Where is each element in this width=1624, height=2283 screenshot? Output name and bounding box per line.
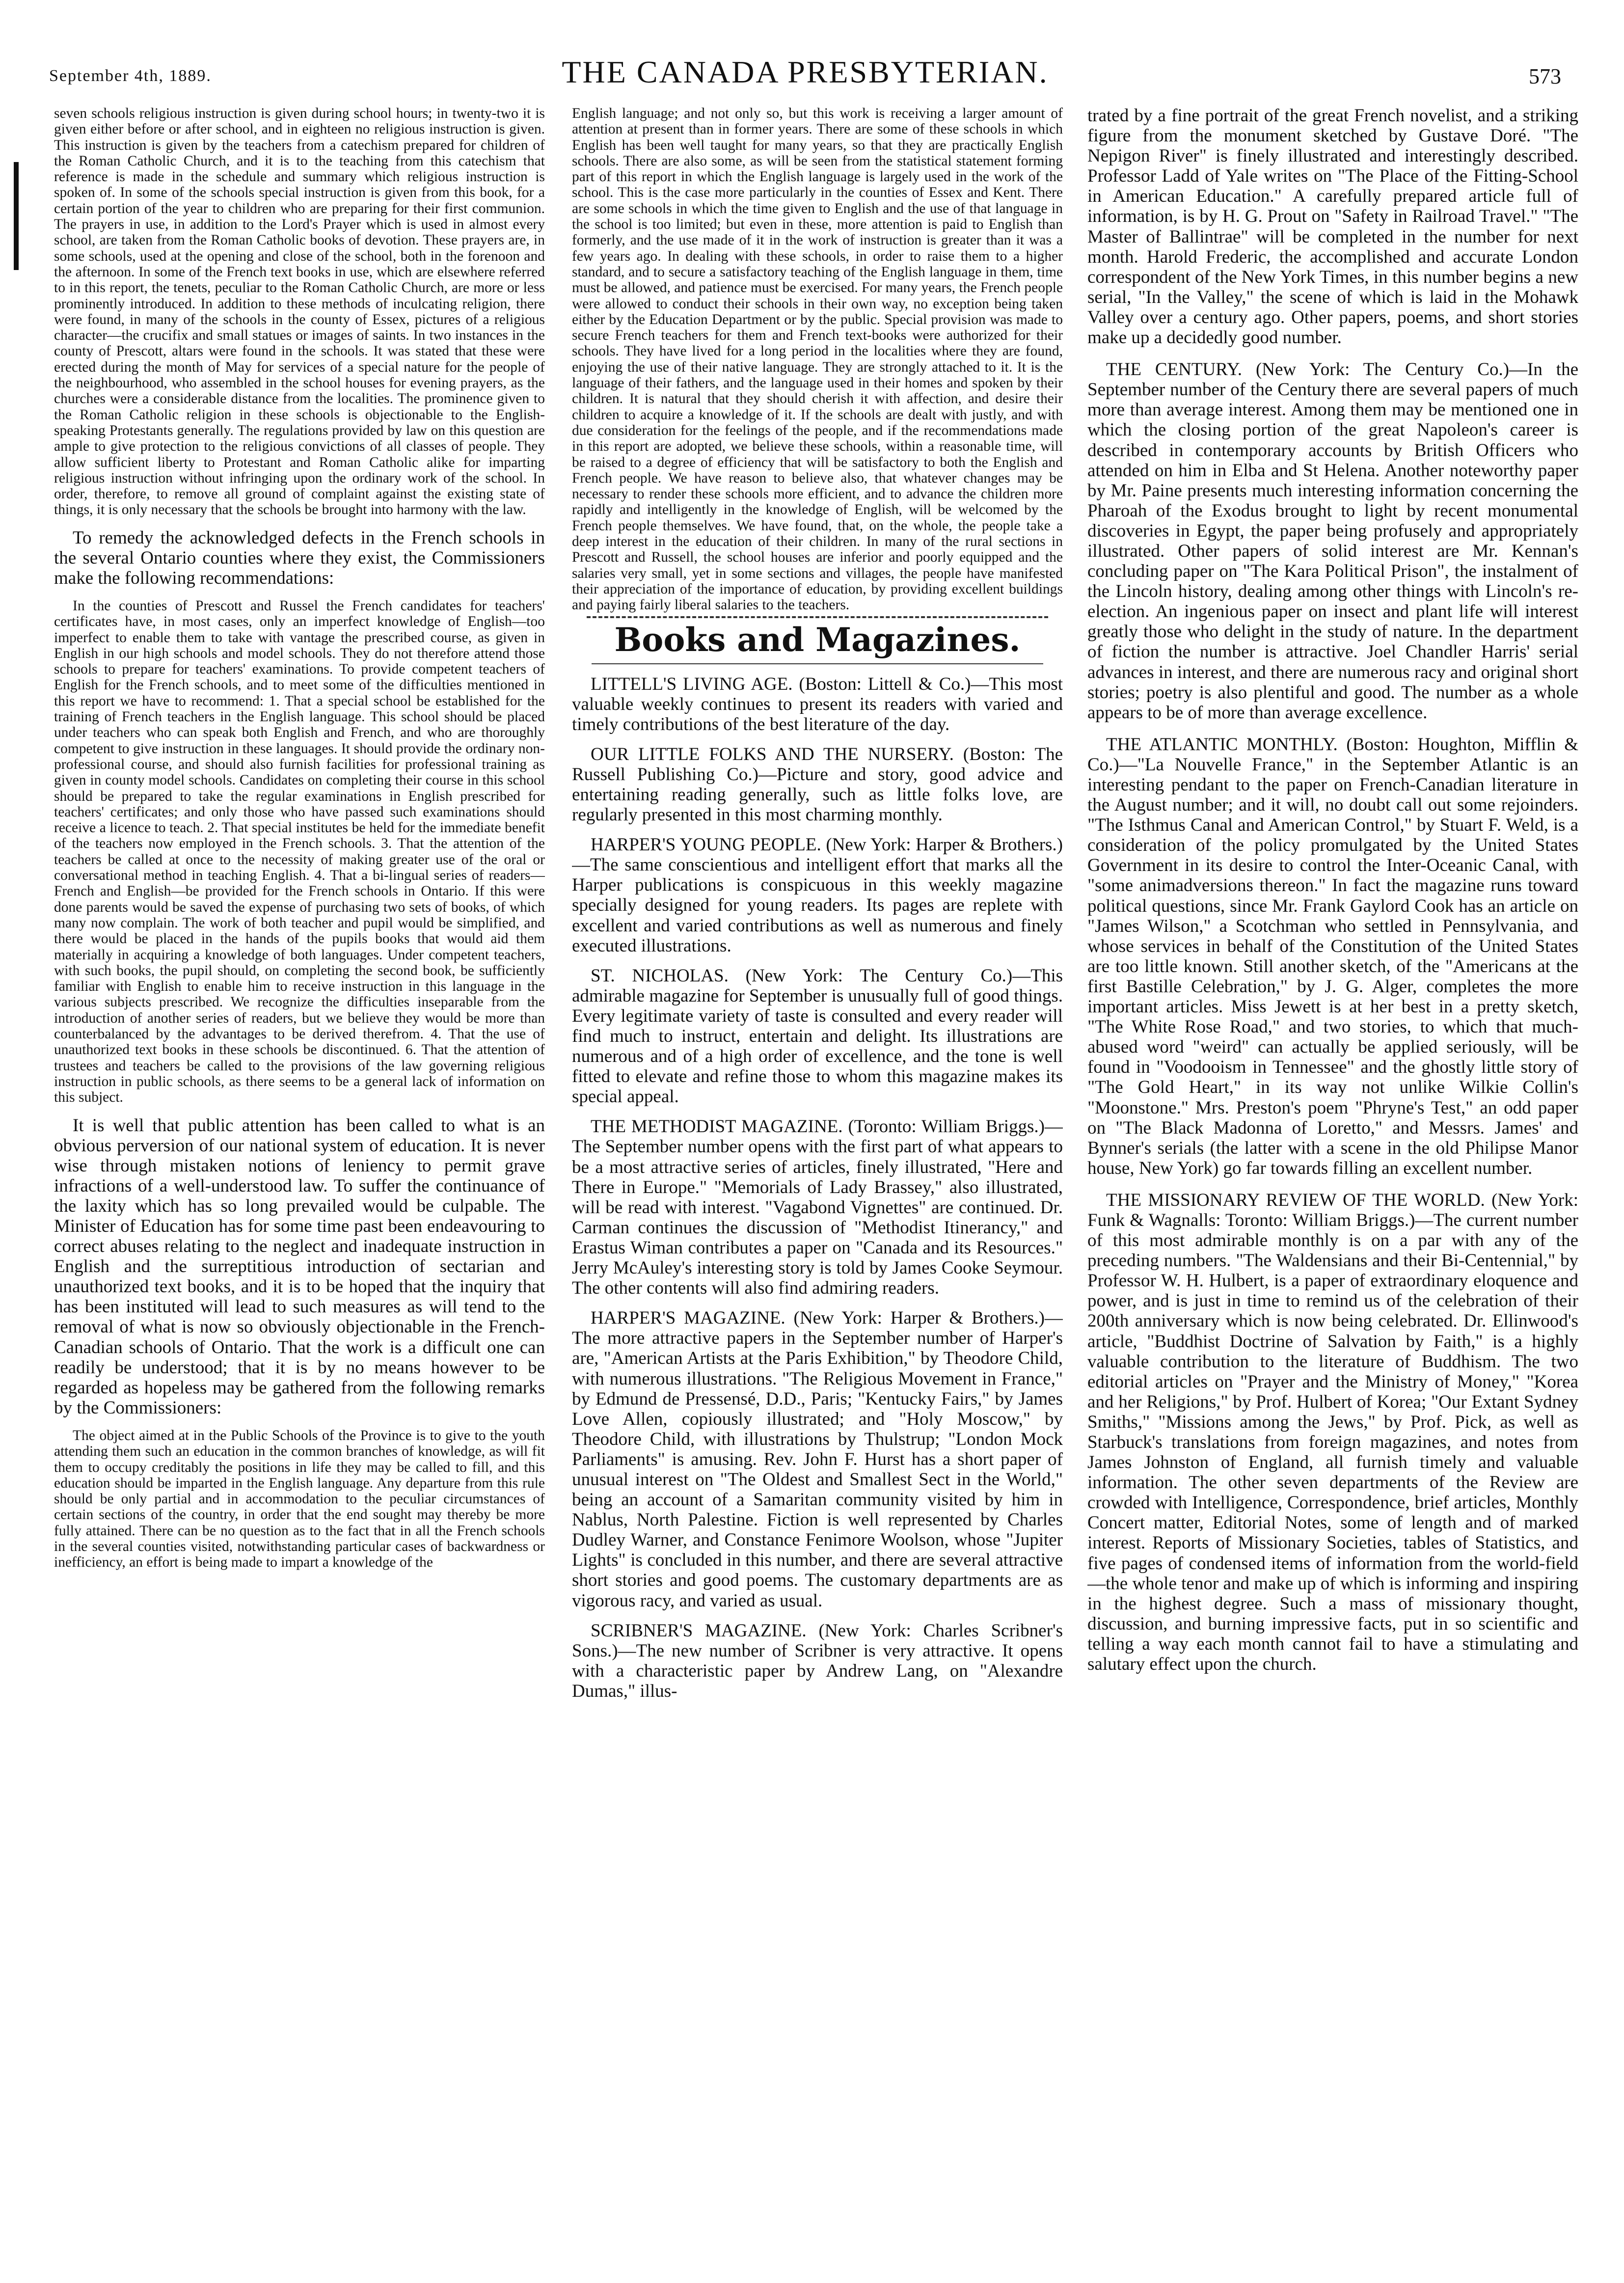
page-header: [49, 54, 1561, 93]
column-1: [54, 106, 545, 2276]
review-harpers-magazine: HARPER'S MAGAZINE. (New York: Harper & Brothers.)—The more attractive papers in the September number of Harper's are, "American Artists at the Paris Exhibition," by Theodore Child, with numerous illustrations. "The Religious Movement in France," by Edmund de Pressensé, D.D., Paris; "Kentucky Fairs," by James Love Allen, copiously illustrated; and "Holy Moscow," by Theodore Child, with illustrations by Thulstrup; "London Mock Parliaments" is amusing. Rev. John F. Hurst has a short paper of unusual interest on "The Oldest and Smallest Sect in the World," being an account of a Samaritan community visited by him in Nablus, North Palestine. Fiction is well represented by Charles Dudley Warner, and Constance Fenimore Woolson, whose "Jupiter Lights" is concluded in this number, and there are several attractive short stories and good poems. The customary departments are as vigorous racy, and varied as usual.: [572, 1308, 1063, 1611]
margin-ink-mark: [14, 162, 19, 270]
review-the-century: THE CENTURY. (New York: The Century Co.)—In the September number of the Century there are several papers of much more than average interest. Among them may be mentioned one in which the closing portion of the great Napoleon's career is described in contemporary accounts by British Officers who attended on him in Elba and St Helena. Another noteworthy paper by Mr. Paine presents much interesting information concerning the Pharoah of the Exodus brought to light by recent monumental discoveries in Egypt, the paper being profusely and appropriately illustrated. Other papers of solid interest are Mr. Kennan's concluding paper on "The Kara Political Prison", the instalment of the Lincoln history, dealing among other things with Lincoln's re-election. An ingenious paper on insect and plant life will interest greatly those who delight in the study of nature. In the department of fiction the number is attractive. Joel Chandler Harris' serial advances in interest, and there are numerous racy and original short stories; poetry is also plentiful and good. The number as a whole appears to be of more than average excellence.: [1087, 359, 1578, 723]
recommendations-list: In the counties of Prescott and Russel the French candidates for teachers' certificates have, in most cases, only an imperfect knowledge of English—too imperfect to enable them to take with vantage the prescribed course, as given in English in our high schools and model schools. They do not therefore attend those schools to prepare for teachers' examinations. To provide competent teachers of English for the French schools, and to meet some of the difficulties mentioned in this report we have to recommend: 1. That a special school be established for the training of French teachers in the English language. This school should be placed under teachers who can speak both English and French, and who are thoroughly competent to give instruction in these languages. It should provide the ordinary non-professional course, and should also furnish facilities for professional training as given in county model schools. Candidates on completing their course in this school should be prepared to take the regular examinations in English prescribed for teachers' certificates; and only those who have passed such examinations should receive a licence to teach. 2. That special institutes be held for the immediate benefit of the teachers now employed in the French schools. 3. That the attention of the teachers be called at once to the necessity of making greater use of the oral or conversational method in teaching English. 4. That a bi-lingual series of readers—French and English—be provided for the French schools in Ontario. If this were done parents would be saved the expense of purchasing two sets of books, of which many now complain. The work of both teacher and pupil would be simplified, and there would be placed in the hands of the pupils books that would aid them materially in acquiring a knowledge of both languages. Under competent teachers, with such books, the pupil should, on completing the second book, be sufficiently familiar with English to enable him to receive instruction in this language in the various subjects prescribed. We recognize the difficulties inseparable from the introduction of another series of readers, but we believe they would be more than counterbalanced by the advantages to be derived therefrom. 4. That the use of unauthorized text books in these schools be discontinued. 6. That the attention of trustees and teachers be called to the provisions of the law governing religious instruction in public schools, as there seems to be a general lack of information on this subject.: [54, 598, 545, 1106]
commission-report-excerpt: seven schools religious instruction is given during school hours; in twenty-two it is given either before or after school, and in eighteen no religious instruction is given. This instruction is given by the teachers from a catechism prepared for children of the Roman Catholic Church, and it is to the teaching from this catechism that reference is made in the schedule and summary which religious instruction is spoken of. In some of the schools special instruction is given from this book, for a certain portion of the year to children who are preparing for their first communion. The prayers in use, in addition to the Lord's Prayer which is used in almost every school, are taken from the Roman Catholic books of devotion. These prayers are, in some schools, used at the opening and close of the school, both in the forenoon and the afternoon. In some of the French text books in use, which are elsewhere referred to in this report, the tenets, peculiar to the Roman Catholic Church, are more or less prominently introduced. In addition to these methods of inculcating religion, there were found, in many of the schools in the county of Essex, pictures of a religious character—the crucifix and small statues or images of saints. In two instances in the county of Prescott, altars were found in the schools. It was stated that these were erected during the month of May for services of a special nature for the people of the neighbourhood, who assembled in the school houses for evening prayers, as the churches were a considerable distance from the localities. The prominence given to the Roman Catholic religion in these schools is objectionable to the English-speaking Protestants generally. The regulations provided by law on this question are ample to give protection to the religious convictions of all classes of people. They allow sufficient liberty to Protestant and Roman Catholic alike for imparting religious instruction without infringing upon the ordinary work of the school. In order, therefore, to remove all ground of complaint against the existing state of things, it is only necessary that the schools be brought into harmony with the law.: [54, 106, 545, 518]
section-heading-books-and-magazines: Books and Magazines.: [614, 620, 1021, 659]
recommendations-intro: To remedy the acknowledged defects in the French schools in the several Ontario counties where they exist, the Commissioners make the following recommendations:: [54, 527, 545, 588]
issue-date: September 4th, 1889.: [49, 67, 212, 85]
commissioners-remarks: The object aimed at in the Public Schools of the Province is to give to the youth attending them such an education in the common branches of knowledge, as will fit them to occupy creditably the positions in life they may be called to fill, and this education should be imparted in the English language. Any departure from this rule should be only partial and in accommodation to the peculiar circumstances of certain sections of the country, in order that the end sought may thereby be more fully attained. There can be no question as to the fact that in all the French schools in the several counties visited, notwithstanding particular cases of backwardness or inefficiency, an effort is being made to impart a knowledge of the: [54, 1427, 545, 1571]
masthead-title: THE CANADA PRESBYTERIAN.: [562, 54, 1049, 89]
review-atlantic-monthly: THE ATLANTIC MONTHLY. (Boston: Houghton, Mifflin & Co.)—"La Nouvelle France," in the September Atlantic is an interesting pendant to the paper on French-Canadian literature in the August number; and it will, no doubt call out some rejoinders. "The Isthmus Canal and American Control," by Stuart F. Weld, is a consideration of the policy promulgated by the United States Government in its desire to control the Inter-Oceanic Canal, with "some animadversions thereon." In fact the magazine runs toward political questions, since Mr. Frank Gaylord Cook has an article on "James Wilson," a Scotchman who settled in Pennsylvania, and whose services in behalf of the Constitution of the United States are too little known. Still another sketch, of the "Americans at the first Bastille Celebration," by J. G. Alger, completes the more important articles. Miss Jewett is at her best in a pretty sketch, "The White Rose Road," and two stories, to which that much-abused word "weird" can actually be applied seriously, will be found in "Voodooism in Tennessee" and the ghostly little story of "The Gold Heart," in its way not unlike Wilkie Collin's "Moonstone." Mrs. Preston's poem "Phryne's Test," an odd paper on "The Black Madonna of Loretto," and Messrs. James' and Bynner's serials (the latter with a scene in the old Philipse Manor house, New York) go far towards filling an excellent number.: [1087, 734, 1578, 1178]
column-2: [572, 106, 1063, 2276]
review-our-little-folks: OUR LITTLE FOLKS AND THE NURSERY. (Boston: The Russell Publishing Co.)—Picture and story, good advice and entertaining reading generally, such as little folks love, are regularly presented in this most charming monthly.: [572, 744, 1063, 825]
page-number: 573: [1529, 64, 1561, 88]
editorial-comment: It is well that public attention has been called to what is an obvious perversion of our national system of education. It is never wise through mistaken notions of leniency to permit grave infractions of a well-understood law. To suffer the continuance of the laxity which has so long prevailed would be culpable. The Minister of Education has for some time past been endeavouring to correct abuses relating to the neglect and inadequate instruction in English and the surreptitious introduction of sectarian and unauthorized text books, and it is to be hoped that the inquiry that has been instituted will lead to such measures as will tend to the removal of what is now so obviously objectionable in the French-Canadian schools of Ontario. That the work is a difficult one can readily be understood; that it is by no means however to be regarded as hopeless may be gathered from the following remarks by the Commissioners:: [54, 1115, 545, 1418]
review-st-nicholas: ST. NICHOLAS. (New York: The Century Co.)—This admirable magazine for September is unusually full of good things. Every legitimate variety of taste is consulted and every reader will find much to instruct, entertain and delight. Its illustrations are numerous and of a high order of excellence, and the tone is well fitted to elevate and refine those to whom this magazine makes its special appeal.: [572, 965, 1063, 1107]
review-methodist-magazine: THE METHODIST MAGAZINE. (Toronto: William Briggs.)—The September number opens with the first part of what appears to be a most attractive series of articles, finely illustrated, "Here and There in Europe." "Memorials of Lady Brassey," also illustrated, will be read with interest. "Vagabond Vignettes" are continued. Dr. Carman continues the discussion of "Methodist Itinerancy," and Erastus Wiman contributes a paper on "Canada and its Resources." Jerry McAuley's interesting story is told by James Cooke Seymour. The other contents will also find admiring readers.: [572, 1116, 1063, 1299]
section-divider: [587, 616, 1048, 618]
column-3: [1087, 106, 1578, 2276]
commission-report-continued: English language; and not only so, but this work is receiving a larger amount of attention at present than in former years. There are some of these schools in which English has been well taught for many years, so that they are practically English schools. There are also some, as will be seen from the statistical statement forming part of this report in which the English language is largely used in the work of the school. This is the case more particularly in the counties of Essex and Kent. There are some schools in which the time given to English and the use of that language in the school is too limited; but even in these, more attention is paid to English than formerly, and the use made of it in the work of instruction is greater than it was a few years ago. In dealing with these schools, in order to raise them to a higher standard, and to secure a satisfactory teaching of the English language in them, time must be allowed, and patience must be exercised. For many years, the French people were allowed to conduct their schools in their own way, no exception being taken either by the Education Department or by the public. Special provision was made to secure French teachers for them and French text-books were authorized for their schools. They have lived for a long period in the localities where they are found, enjoying the use of their native language. They are strongly attached to it. It is the language of their fathers, and the language used in their homes and spoken by their children. It is natural that they should cherish it with affection, and desire their children to acquire a knowledge of it. If the schools are dealt with justly, and with due consideration for the feelings of the people, and if the recommendations made in this report are adopted, we believe these schools, within a reasonable time, will be raised to a degree of efficiency that will be satisfactory to both the English and French people. We have reason to believe also, that whatever changes may be necessary to render these schools more efficient, and to advance the children more rapidly and intelligently in the knowledge of English, will be welcomed by the French people themselves. We have found, that, on the whole, the people take a deep interest in the education of their children. In many of the rural sections in Prescott and Russell, the school houses are inferior and poorly equipped and the salaries very small, yet in some sections and villages, the people have manifested their appreciation of the importance of education, by providing excellent buildings and paying fairly liberal salaries to the teachers.: [572, 106, 1063, 613]
review-scribners-magazine: SCRIBNER'S MAGAZINE. (New York: Charles Scribner's Sons.)—The new number of Scribner is very attractive. It opens with a characteristic paper by Andrew Lang, on "Alexandre Dumas," illus-: [572, 1620, 1063, 1701]
review-littells-living-age: LITTELL'S LIVING AGE. (Boston: Littell & Co.)—This most valuable weekly continues to present its readers with varied and timely contributions of the best literature of the day.: [572, 674, 1063, 734]
review-harpers-young-people: HARPER'S YOUNG PEOPLE. (New York: Harper & Brothers.)—The same conscientious and intelligent effort that marks all the Harper publications is conspicuous in this weekly magazine specially designed for young readers. Its pages are replete with excellent and varied contributions as well as numerous and finely executed illustrations.: [572, 835, 1063, 956]
review-scribners-continued: trated by a fine portrait of the great French novelist, and a striking figure from the monument sketched by Gustave Doré. "The Nepigon River" is finely illustrated and interestingly described. Professor Ladd of Yale writes on "The Place of the Fitting-School in American Education." A carefully prepared article full of information, is by H. G. Prout on "Safety in Railroad Travel." "The Master of Ballintrae" will be completed in the number for next month. Harold Frederic, the accomplished and accurate London correspondent of the New York Times, in this number begins a new serial, "In the Valley," the scene of which is laid in the Mohawk Valley over a century ago. Other papers, poems, and short stories make up a decidedly good number.: [1087, 106, 1578, 348]
review-missionary-review: THE MISSIONARY REVIEW OF THE WORLD. (New York: Funk & Wagnalls: Toronto: William Briggs.)—The current number of this most admirable monthly is on a par with any of the preceding numbers. "The Waldensians and their Bi-Centennial," by Professor W. H. Hulbert, is a paper of extraordinary eloquence and power, and is just in time to remind us of the celebration of their 200th anniversary which is now being celebrated. Dr. Ellinwood's article, "Buddhist Doctrine of Salvation by Faith," is a highly valuable contribution to the literature of Buddhism. The two editorial articles on "Prayer and the Ministry of Money," "Korea and her Religions," by Prof. Hulbert of Korea; "Our Extant Sydney Smiths," "Missions among the Jews," by Prof. Pick, as well as Starbuck's translations from foreign magazines, and notes from James Johnston of England, all furnish timely and valuable information. The other seven departments of the Review are crowded with Intelligence, Correspondence, brief articles, Monthly Concert matter, Editorial Notes, some of length and of marked interest. Reports of Missionary Societies, tables of Statistics, and five pages of condensed items of information from the world-field—the whole tenor and make up of which is informing and inspiring in the highest degree. Such a mass of missionary thought, discussion, and burning impressive facts, put in so scientific and telling a way each month cannot fail to have a stimulating and salutary effect upon the church.: [1087, 1190, 1578, 1675]
